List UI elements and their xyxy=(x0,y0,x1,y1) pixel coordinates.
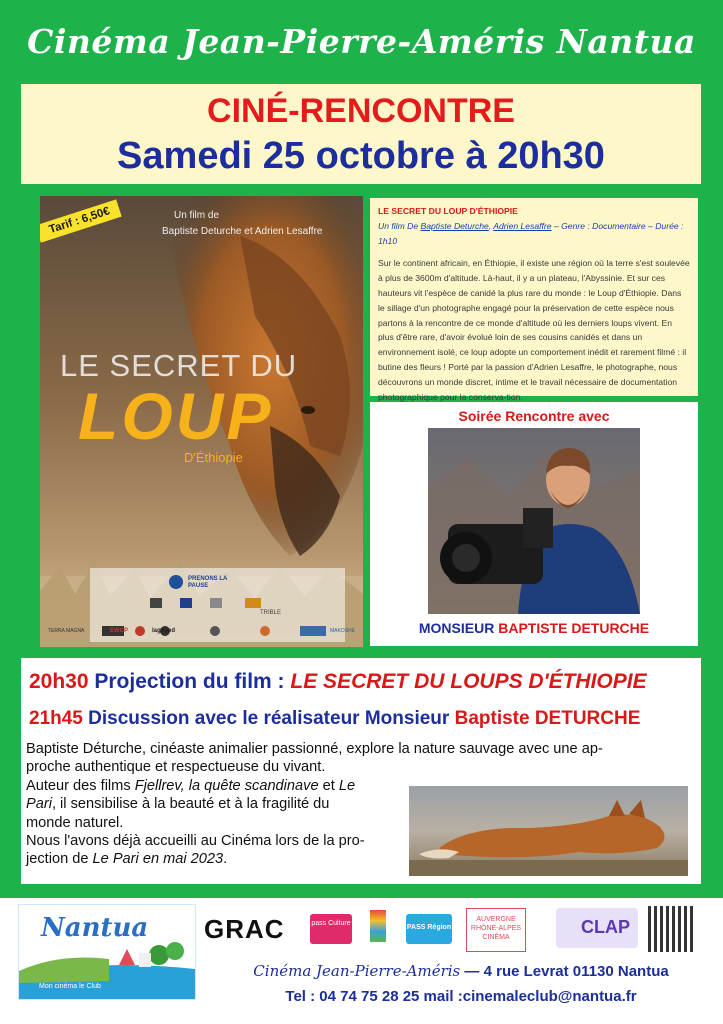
wolf-photo-image xyxy=(409,786,688,876)
projection-label: Projection du film : xyxy=(88,670,291,693)
synopsis-box xyxy=(370,198,698,402)
cinema-contact: Tel : 04 74 75 28 25 mail :cinemaleclub@nantua.fr xyxy=(285,988,637,1005)
bio-film-title: Fjellrev, la quête scandinave xyxy=(134,777,319,794)
program-projection xyxy=(29,670,647,694)
event-date: Samedi 25 octobre à 20h30 xyxy=(117,135,605,177)
bio-film-title: Pari xyxy=(26,796,52,813)
bio-film-title: Le xyxy=(338,777,356,794)
director-link-deturche[interactable]: Baptiste Deturche xyxy=(420,220,489,231)
event-type: CINÉ-RENCONTRE xyxy=(207,92,515,130)
synopsis-credits xyxy=(378,219,690,249)
guest-box xyxy=(370,402,698,646)
guest-name xyxy=(370,620,698,636)
nantua-tagline: Mon cinéma le Club xyxy=(39,983,101,990)
poster-title-main: LOUP xyxy=(78,379,274,453)
cinema-address xyxy=(206,962,716,980)
guest-photo-image xyxy=(428,428,640,614)
bio-line: monde naturel. xyxy=(26,814,124,831)
director-link-lesaffre[interactable]: Adrien Lesaffre xyxy=(493,220,552,231)
nantua-logo-text: Nantua xyxy=(41,913,149,943)
footer xyxy=(0,898,723,1024)
partner-logo-prenons-la-pause: PRENONS LA PAUSE xyxy=(188,576,228,589)
guest-full-name: BAPTISTE DETURCHE xyxy=(498,620,650,636)
poster-directors: Baptiste Deturche et Adrien Lesaffre xyxy=(162,226,323,237)
discussion-label: Discussion avec le réalisateur Monsieur xyxy=(82,708,455,729)
partner-logo-trible: TRIBLE xyxy=(260,610,282,616)
footer-address: — 4 rue Levrat 01130 Nantua xyxy=(460,963,669,980)
guest-heading: Soirée Rencontre avec xyxy=(458,408,610,424)
bio-text: . xyxy=(223,851,228,868)
partner-logo-terra-magna: TERRA MAGNA xyxy=(48,628,85,634)
auvergne-rhone-alpes-cinema-logo: AUVERGNE RHÔNE-ALPES CINÉMA xyxy=(466,908,526,952)
guest-prefix: MONSIEUR xyxy=(418,620,499,636)
sleeping-wolf-photo xyxy=(409,786,688,876)
partner-logo-lagoped: lagoped xyxy=(152,628,176,634)
footer-cinema-name: Cinéma Jean-Pierre-Améris xyxy=(253,962,461,980)
poster-film-by: Un film de xyxy=(174,210,220,221)
credits-prefix: Un film De xyxy=(378,220,421,231)
credits-suffix: – Genre : Documentaire – Durée : 1h10 xyxy=(378,220,684,246)
bio-text: Auteur des films xyxy=(26,777,135,794)
discussion-time: 21h45 xyxy=(29,708,83,729)
credits-sep: , xyxy=(488,220,494,231)
partner-logo-ewcp: EWCP xyxy=(110,628,128,634)
partner-logo-makoshe: MAKOSHE xyxy=(330,628,356,634)
bio-text: jection de xyxy=(26,851,93,868)
program-box xyxy=(21,658,701,884)
guest-photo xyxy=(428,428,640,614)
clap-logo: CLAP xyxy=(556,908,638,948)
event-header-box xyxy=(21,84,701,184)
projection-film-title: LE SECRET DU LOUPS D'ÉTHIOPIE xyxy=(290,670,647,693)
film-poster xyxy=(40,196,363,647)
bio-line: Baptiste Déturche, cinéaste animalier passionné, explore la nature sauvage avec une ap- xyxy=(26,741,603,757)
program-discussion xyxy=(29,708,640,730)
grac-logo: GRAC xyxy=(204,914,285,944)
tarif-badge: Tarif : 6,50€ xyxy=(40,199,122,242)
cinema-title: Cinéma Jean-Pierre-Améris Nantua xyxy=(27,22,696,61)
discussion-director: Baptiste DETURCHE xyxy=(454,708,641,729)
bio-text: et xyxy=(318,777,339,794)
projection-time: 20h30 xyxy=(29,670,89,693)
bio-line: proche authentique et respectueuse du vivant. xyxy=(26,759,326,776)
bio-line: Nous l'avons déjà accueilli au Cinéma lors de la pro- xyxy=(26,833,365,850)
poster-title-top: LE SECRET DU xyxy=(60,348,298,383)
poster-title-sub: D'Éthiopie xyxy=(184,450,243,465)
synopsis-title: LE SECRET DU LOUP D'ÉTHIOPIE xyxy=(378,206,518,216)
bio-film-title: Le Pari en mai 2023 xyxy=(92,851,224,868)
colorful-books-logo xyxy=(370,910,386,942)
pass-region-logo: PASS Région xyxy=(406,914,452,944)
synopsis-body: Sur le continent africain, en Éthiopie, il existe une région où la terre s'est soulevée à plus de 3600m d'altitude. Là-haut, il y a un plateau, l'Abyssinie. Et sur ces hauteurs vit l'espèce de canidé la plus rare du monde : le Loup d'Éthiopie. Dans le sillage d'un photographe engagé pour la préservation de cette espèce nous partons à la rencontre de ce monde d'altitude où les derniers loups vivent. En plus d'être rare, d'avoir évolué loin de ses cousins canidés et dans un environnement isolé, ce loup adopte un comportement inédit et rarement filmé : il butine des fleurs ! Porté par la passion d'Adrien Lesaffre, le photographe, nous découvrons un monde discret, intime et le travail nécessaire de documentation photographique pour la conserva-tion. xyxy=(378,258,690,402)
pass-culture-logo: pass Culture xyxy=(310,914,352,944)
bio-text: , il sensibilise à la beauté et à la fragilité du xyxy=(51,796,330,813)
qr-code[interactable] xyxy=(648,906,694,952)
nantua-logo xyxy=(18,904,196,1000)
